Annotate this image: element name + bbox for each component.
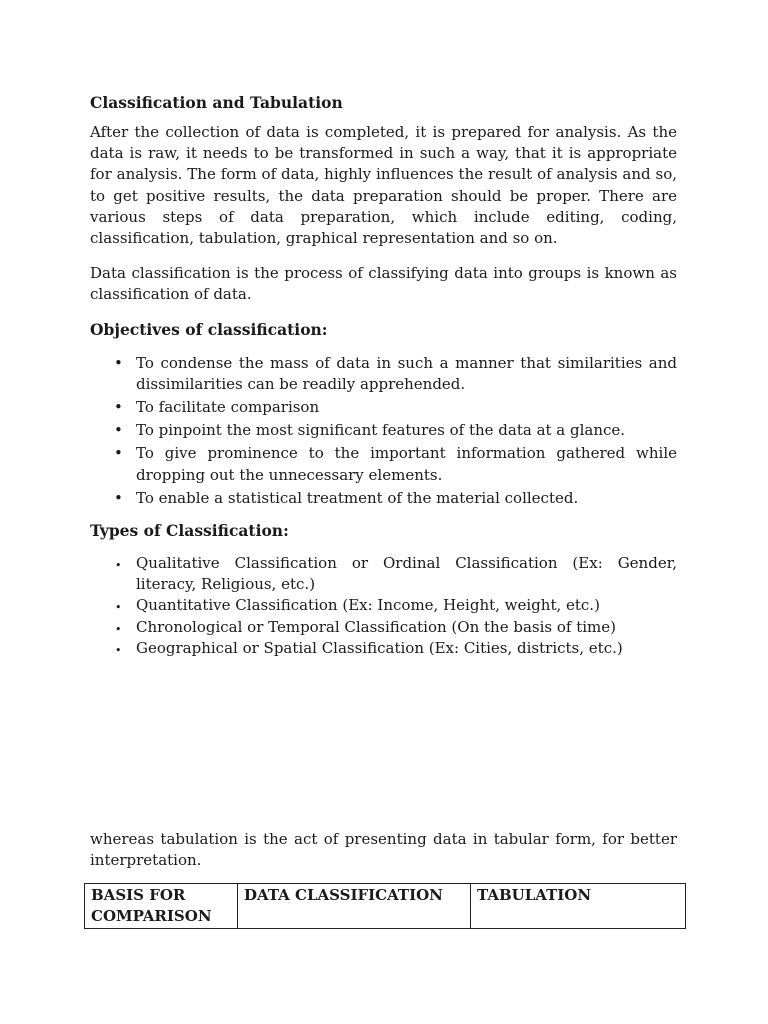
bullet-icon: • [115,601,122,615]
definition-paragraph: Data classification is the process of classifying data into groups is known as classification of data. [90,264,677,304]
list-item: • Geographical or Spatial Classification (Ex: Cities, districts, etc.) [90,638,677,659]
bullet-icon: • [114,444,123,463]
bullet-icon: • [114,353,123,372]
table-header-basis: BASIS FOR COMPARISON [85,884,238,929]
table-header-row [85,884,686,929]
intro-paragraph: After the collection of data is completed, it is prepared for analysis. As the data is raw, it needs to be transformed in such a way, that it is appropriate for analysis. The form of data, highly influences the result of analysis and so, to get positive results, the data preparation should be proper. There are various steps of data preparation, which include editing, coding, classification, tabulation, graphical representation and so on. [90,123,677,248]
objectives-list [90,353,677,509]
document-body [90,88,677,659]
list-item: • To condense the mass of data in such a manner that similarities and dissimilarities can be readily apprehended. [114,353,677,393]
bullet-icon: • [114,488,123,507]
types-list [90,553,677,659]
bullet-icon: • [114,421,123,440]
bullet-icon: • [115,622,122,636]
comparison-table [84,883,686,929]
list-item: • Quantitative Classification (Ex: Income, Height, weight, etc.) [90,595,677,616]
bullet-icon: • [114,398,123,417]
list-item: • To enable a statistical treatment of the material collected. [90,488,677,509]
list-item: • To facilitate comparison [90,397,677,418]
types-heading: Types of Classification: [90,521,289,541]
bullet-icon: • [115,643,122,657]
table-header-tabulation: TABULATION [471,884,686,929]
list-item: • Chronological or Temporal Classification (On the basis of time) [90,617,677,638]
list-item: • To pinpoint the most significant features of the data at a glance. [90,420,677,441]
bullet-icon: • [115,559,122,573]
table-header-classification: DATA CLASSIFICATION [238,884,471,929]
tabulation-paragraph: whereas tabulation is the act of presenting data in tabular form, for better interpretation. [90,830,677,870]
list-item: • Qualitative Classification or Ordinal Classification (Ex: Gender, literacy, Religious, etc.) [115,554,677,594]
page-title: Classification and Tabulation [90,93,343,112]
objectives-heading: Objectives of classification: [90,319,328,339]
list-item: • To give prominence to the important information gathered while dropping out the unnecessary elements. [114,444,677,484]
